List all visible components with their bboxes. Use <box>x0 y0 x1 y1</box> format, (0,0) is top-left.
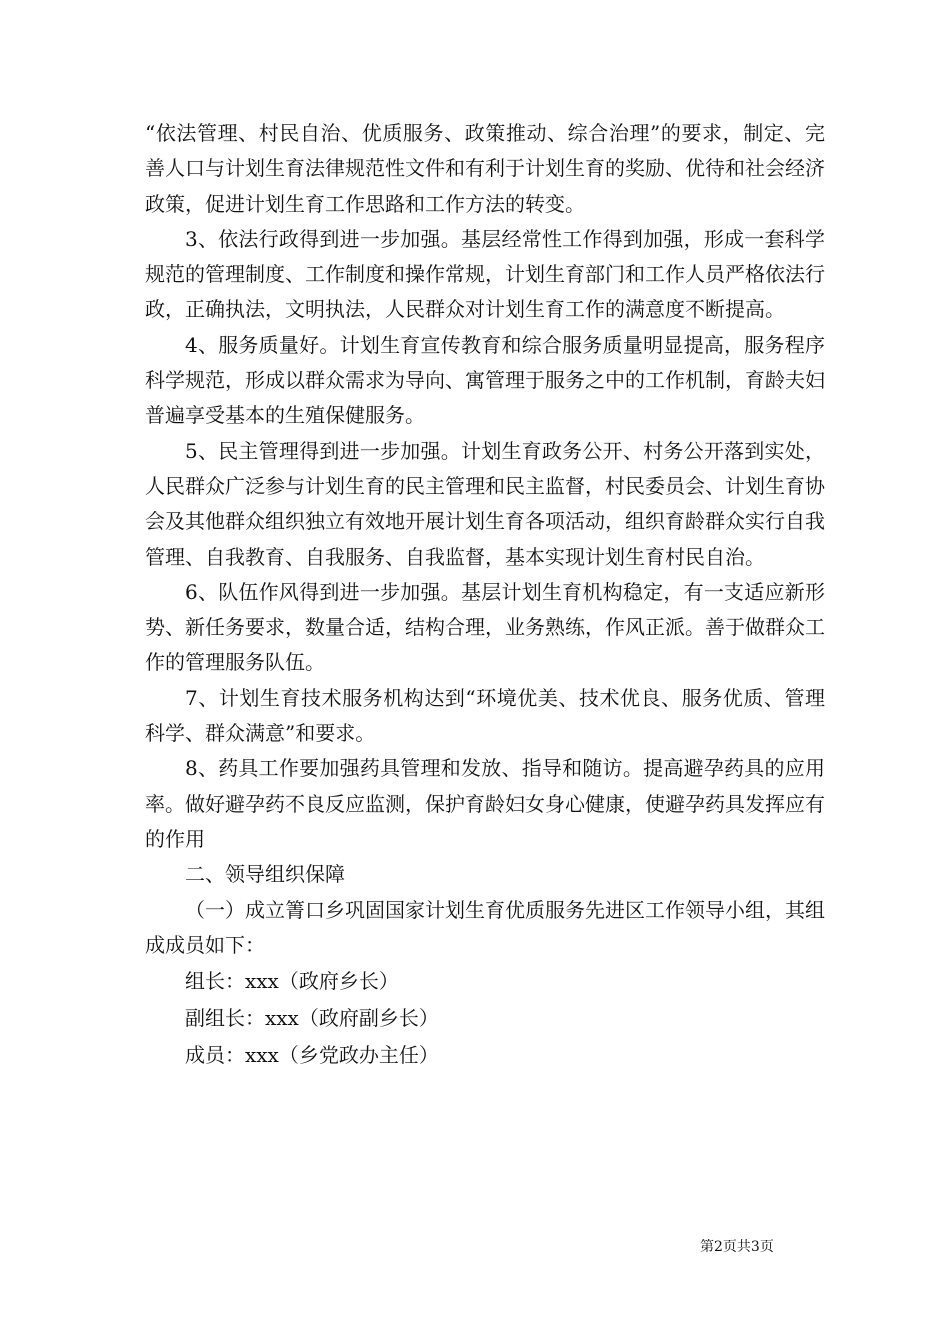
section-heading-leadership: 二、领导组织保障 <box>185 862 345 887</box>
paragraph-item-5: 5、民主管理得到进一步加强。计划生育政务公开、村务公开落到实处，人民群众广泛参与计划生育的民主管理和民主监督，村民委员会、计划生育协会及其他群众组织独立有效地开展计划生育各项活动，组织育龄群众实行自我管理、自我教育、自我服务、自我监督，基本实现计划生育村民自治。 <box>145 438 825 569</box>
paragraph-item-4: 4、服务质量好。计划生育宣传教育和综合服务质量明显提高，服务程序科学规范，形成以群众需求为导向、寓管理于服务之中的工作机制，育龄夫妇普遍享受基本的生殖保健服务。 <box>145 332 825 428</box>
paragraph-item-7: 7、计划生育技术服务机构达到“环境优美、技术优良、服务优质、管理科学、群众满意”和要求。 <box>145 685 825 746</box>
paragraph-policy-requirements: “依法管理、村民自治、优质服务、政策推动、综合治理”的要求，制定、完善人口与计划生育法律规范性文件和有利于计划生育的奖励、优待和社会经济政策，促进计划生育工作思路和工作方法的转变。 <box>145 121 825 216</box>
member-deputy-leader: 副组长：xxx（政府副乡长） <box>185 1006 439 1031</box>
document-body <box>145 116 825 1074</box>
paragraph-item-3: 3、依法行政得到进一步加强。基层经常性工作得到加强，形成一套科学规范的管理制度、工作制度和操作常规，计划生育部门和工作人员严格依法行政，正确执法，文明执法，人民群众对计划生育工作的满意度不断提高。 <box>145 226 825 322</box>
page-number-footer: 第2页共3页 <box>700 1239 774 1255</box>
paragraph-item-8: 8、药具工作要加强药具管理和发放、指导和随访。提高避孕药具的应用率。做好避孕药不良反应监测，保护育龄妇女身心健康，使避孕药具发挥应有的作用 <box>145 756 825 851</box>
member-leader: 组长：xxx（政府乡长） <box>185 969 399 994</box>
member-list: 成员：xxx（乡党政办主任） <box>185 1043 439 1068</box>
paragraph-leading-group: （一）成立箐口乡巩固国家计划生育优质服务先进区工作领导小组，其组成成员如下： <box>145 897 825 957</box>
paragraph-item-6: 6、队伍作风得到进一步加强。基层计划生育机构稳定，有一支适应新形势、新任务要求，数量合适，结构合理，业务熟练，作风正派。善于做群众工作的管理服务队伍。 <box>145 579 825 675</box>
